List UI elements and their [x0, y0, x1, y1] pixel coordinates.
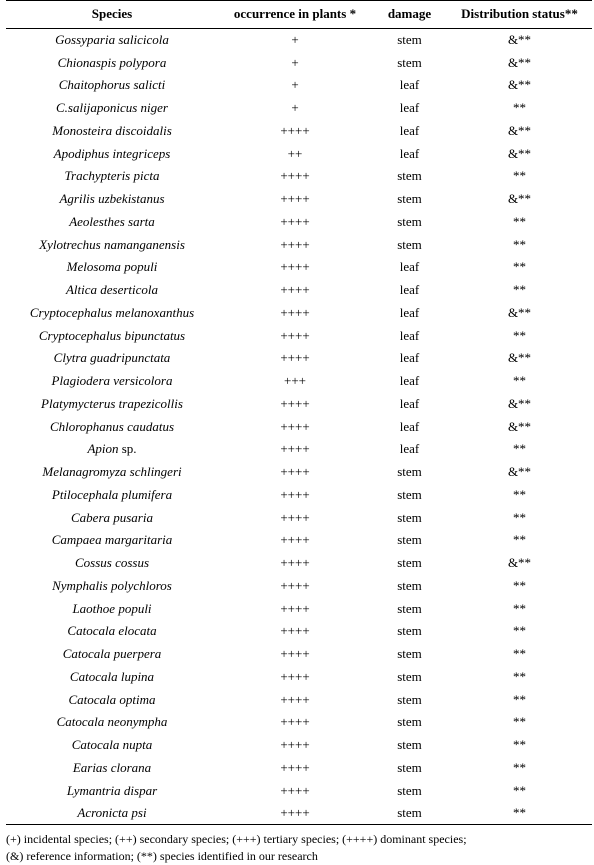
- table-row: [6, 188, 592, 211]
- distribution-status: &**: [507, 350, 532, 366]
- occurrence-value: ++++: [280, 327, 310, 343]
- species-name: Trachypteris picta: [64, 168, 160, 184]
- distribution-status: **: [513, 714, 526, 730]
- damage-type: leaf: [399, 259, 420, 275]
- distribution-status: **: [513, 100, 526, 116]
- species-name: Gossyparia salicicola: [55, 32, 169, 48]
- damage-type: stem: [397, 486, 422, 502]
- occurrence-value: +: [291, 100, 299, 116]
- species-name: Earias clorana: [72, 759, 152, 775]
- distribution-status: &**: [507, 304, 532, 320]
- species-name: Catocala puerpera: [62, 646, 162, 662]
- table-row: [6, 415, 592, 438]
- table-footnotes: [6, 831, 467, 865]
- species-name: Cryptocephalus melanoxanthus: [29, 304, 195, 320]
- damage-type: leaf: [399, 327, 420, 343]
- species-name: Catocala nupta: [71, 737, 153, 753]
- occurrence-value: +++: [284, 373, 306, 389]
- species-name: C.salijaponicus niger: [56, 100, 168, 116]
- occurrence-value: ++++: [280, 122, 310, 138]
- species-name: Laothoe populi: [72, 600, 152, 616]
- occurrence-value: ++++: [280, 691, 310, 707]
- species-name: Monosteira discoidalis: [52, 122, 172, 138]
- occurrence-value: ++: [287, 145, 303, 161]
- damage-type: stem: [397, 54, 422, 70]
- occurrence-value: ++++: [280, 213, 310, 229]
- distribution-status: **: [513, 646, 526, 662]
- distribution-status: **: [513, 327, 526, 343]
- table-row: [6, 597, 592, 620]
- damage-type: stem: [372, 802, 447, 825]
- occurrence-value: ++++: [280, 168, 310, 184]
- occurrence-value: ++++: [280, 532, 310, 548]
- distribution-status: &**: [507, 191, 532, 207]
- distribution-status: **: [513, 782, 526, 798]
- table-row: [6, 575, 592, 598]
- table-row: [6, 233, 592, 256]
- occurrence-value: ++++: [280, 191, 310, 207]
- damage-type: stem: [397, 577, 422, 593]
- damage-type: stem: [397, 168, 422, 184]
- species-name: Plagiodera versicolora: [51, 373, 173, 389]
- distribution-status: **: [513, 441, 526, 457]
- header-distribution-status: Distribution status**: [447, 1, 592, 29]
- damage-type: stem: [397, 464, 422, 480]
- distribution-status: &**: [507, 54, 532, 70]
- occurrence-value: +: [291, 77, 299, 93]
- damage-type: leaf: [399, 145, 420, 161]
- species-name: Acronicta psi: [6, 802, 218, 825]
- occurrence-value: ++++: [280, 623, 310, 639]
- occurrence-value: +: [291, 54, 299, 70]
- distribution-status: **: [513, 691, 526, 707]
- occurrence-value: ++++: [280, 395, 310, 411]
- occurrence-value: ++++: [280, 350, 310, 366]
- species-name: Apion sp.: [87, 441, 137, 457]
- table-row: [6, 552, 592, 575]
- species-name: Nymphalis polychloros: [52, 577, 172, 593]
- table-row: [6, 438, 592, 461]
- footnote-occurrence-legend: (+) incidental species; (++) secondary species; (+++) tertiary species; (++++) dominant species;: [6, 832, 467, 846]
- damage-type: stem: [397, 714, 422, 730]
- damage-type: leaf: [399, 350, 420, 366]
- table-row: [6, 279, 592, 302]
- species-name: Chlorophanus caudatus: [49, 418, 175, 434]
- table-row: [6, 211, 592, 234]
- distribution-status: **: [513, 600, 526, 616]
- occurrence-value: ++++: [280, 577, 310, 593]
- table-row: [6, 74, 592, 97]
- damage-type: leaf: [399, 395, 420, 411]
- damage-type: leaf: [399, 122, 420, 138]
- table-row: [6, 711, 592, 734]
- occurrence-value: ++++: [280, 441, 310, 457]
- table-row: [6, 461, 592, 484]
- header-occurrence: occurrence in plants *: [218, 1, 372, 29]
- table-header-row: [6, 1, 592, 29]
- occurrence-value: ++++: [280, 418, 310, 434]
- distribution-status: **: [513, 668, 526, 684]
- table-body: [6, 29, 592, 825]
- occurrence-value: +: [291, 32, 299, 48]
- damage-type: stem: [397, 532, 422, 548]
- table-row: [6, 302, 592, 325]
- species-name: Catocala elocata: [67, 623, 157, 639]
- occurrence-value: ++++: [218, 802, 372, 825]
- table-row: [6, 734, 592, 757]
- distribution-status: **: [513, 509, 526, 525]
- damage-type: stem: [397, 236, 422, 252]
- damage-type: stem: [397, 759, 422, 775]
- species-name: Cryptocephalus bipunctatus: [38, 327, 186, 343]
- damage-type: leaf: [399, 304, 420, 320]
- table-row: [6, 506, 592, 529]
- species-name: Lymantria dispar: [66, 782, 158, 798]
- species-name: Melanagromyza schlingeri: [42, 464, 182, 480]
- distribution-status: **: [513, 282, 526, 298]
- table-row: [6, 802, 592, 825]
- distribution-status: **: [513, 486, 526, 502]
- distribution-status: **: [513, 577, 526, 593]
- damage-type: stem: [397, 737, 422, 753]
- table-row: [6, 165, 592, 188]
- distribution-status: **: [513, 168, 526, 184]
- table-row: [6, 393, 592, 416]
- damage-type: stem: [397, 213, 422, 229]
- table-row: [6, 529, 592, 552]
- occurrence-value: ++++: [280, 509, 310, 525]
- table-row: [6, 97, 592, 120]
- footnote-status-legend: (&) reference information; (**) species identified in our research: [6, 849, 318, 863]
- occurrence-value: ++++: [280, 486, 310, 502]
- table-row: [6, 29, 592, 52]
- table-row: [6, 51, 592, 74]
- table-row: [6, 620, 592, 643]
- table-row: [6, 370, 592, 393]
- distribution-status: **: [513, 373, 526, 389]
- species-name: Xylotrechus namanganensis: [39, 236, 185, 252]
- damage-type: stem: [397, 555, 422, 571]
- occurrence-value: ++++: [280, 668, 310, 684]
- occurrence-value: ++++: [280, 555, 310, 571]
- damage-type: leaf: [399, 441, 420, 457]
- distribution-status: &**: [507, 395, 532, 411]
- table-row: [6, 643, 592, 666]
- species-table: [6, 0, 592, 825]
- species-name: Aeolesthes sarta: [69, 213, 155, 229]
- damage-type: leaf: [399, 77, 420, 93]
- header-damage: damage: [372, 1, 447, 29]
- species-name: Chaitophorus salicti: [58, 77, 166, 93]
- distribution-status: **: [513, 532, 526, 548]
- occurrence-value: ++++: [280, 759, 310, 775]
- occurrence-value: ++++: [280, 600, 310, 616]
- occurrence-value: ++++: [280, 737, 310, 753]
- damage-type: leaf: [399, 100, 420, 116]
- distribution-status: **: [447, 802, 592, 825]
- occurrence-value: ++++: [280, 782, 310, 798]
- occurrence-value: ++++: [280, 282, 310, 298]
- species-name: Cossus cossus: [74, 555, 150, 571]
- damage-type: stem: [397, 191, 422, 207]
- table-row: [6, 256, 592, 279]
- table-row: [6, 757, 592, 780]
- table-row: [6, 688, 592, 711]
- distribution-status: &**: [507, 122, 532, 138]
- damage-type: stem: [397, 668, 422, 684]
- damage-type: leaf: [399, 373, 420, 389]
- distribution-status: &**: [507, 32, 532, 48]
- table-row: [6, 779, 592, 802]
- species-name: Cabera pusaria: [71, 509, 153, 525]
- damage-type: stem: [397, 600, 422, 616]
- distribution-status: &**: [507, 555, 532, 571]
- table-row: [6, 120, 592, 143]
- occurrence-value: ++++: [280, 304, 310, 320]
- distribution-status: **: [513, 737, 526, 753]
- table-row: [6, 324, 592, 347]
- species-name: Melosoma populi: [66, 259, 158, 275]
- distribution-status: &**: [507, 145, 532, 161]
- table-row: [6, 347, 592, 370]
- distribution-status: &**: [507, 77, 532, 93]
- distribution-status: **: [513, 213, 526, 229]
- table-row: [6, 666, 592, 689]
- species-name: Catocala optima: [68, 691, 156, 707]
- occurrence-value: ++++: [280, 259, 310, 275]
- distribution-status: **: [513, 623, 526, 639]
- distribution-status: **: [513, 759, 526, 775]
- damage-type: leaf: [399, 282, 420, 298]
- species-name: Platymycterus trapezicollis: [41, 395, 183, 411]
- table-row: [6, 142, 592, 165]
- species-name: Catocala neonympha: [56, 714, 168, 730]
- species-name: Agrilis uzbekistanus: [59, 191, 165, 207]
- damage-type: leaf: [399, 418, 420, 434]
- damage-type: stem: [397, 691, 422, 707]
- damage-type: stem: [397, 32, 422, 48]
- occurrence-value: ++++: [280, 464, 310, 480]
- damage-type: stem: [397, 782, 422, 798]
- damage-type: stem: [397, 509, 422, 525]
- distribution-status: &**: [507, 418, 532, 434]
- species-name: Apodiphus integriceps: [53, 145, 171, 161]
- damage-type: stem: [397, 623, 422, 639]
- occurrence-value: ++++: [280, 646, 310, 662]
- species-name: Altica deserticola: [65, 282, 159, 298]
- species-name: Campaea margaritaria: [51, 532, 173, 548]
- distribution-status: **: [513, 259, 526, 275]
- occurrence-value: ++++: [280, 236, 310, 252]
- table-row: [6, 484, 592, 507]
- species-name: Chionaspis polypora: [57, 54, 167, 70]
- species-name: Catocala lupina: [69, 668, 155, 684]
- species-name: Clytra guadripunctata: [53, 350, 171, 366]
- species-name: Ptilocephala plumifera: [51, 486, 173, 502]
- distribution-status: &**: [507, 464, 532, 480]
- distribution-status: **: [513, 236, 526, 252]
- header-species: Species: [6, 1, 218, 29]
- damage-type: stem: [397, 646, 422, 662]
- occurrence-value: ++++: [280, 714, 310, 730]
